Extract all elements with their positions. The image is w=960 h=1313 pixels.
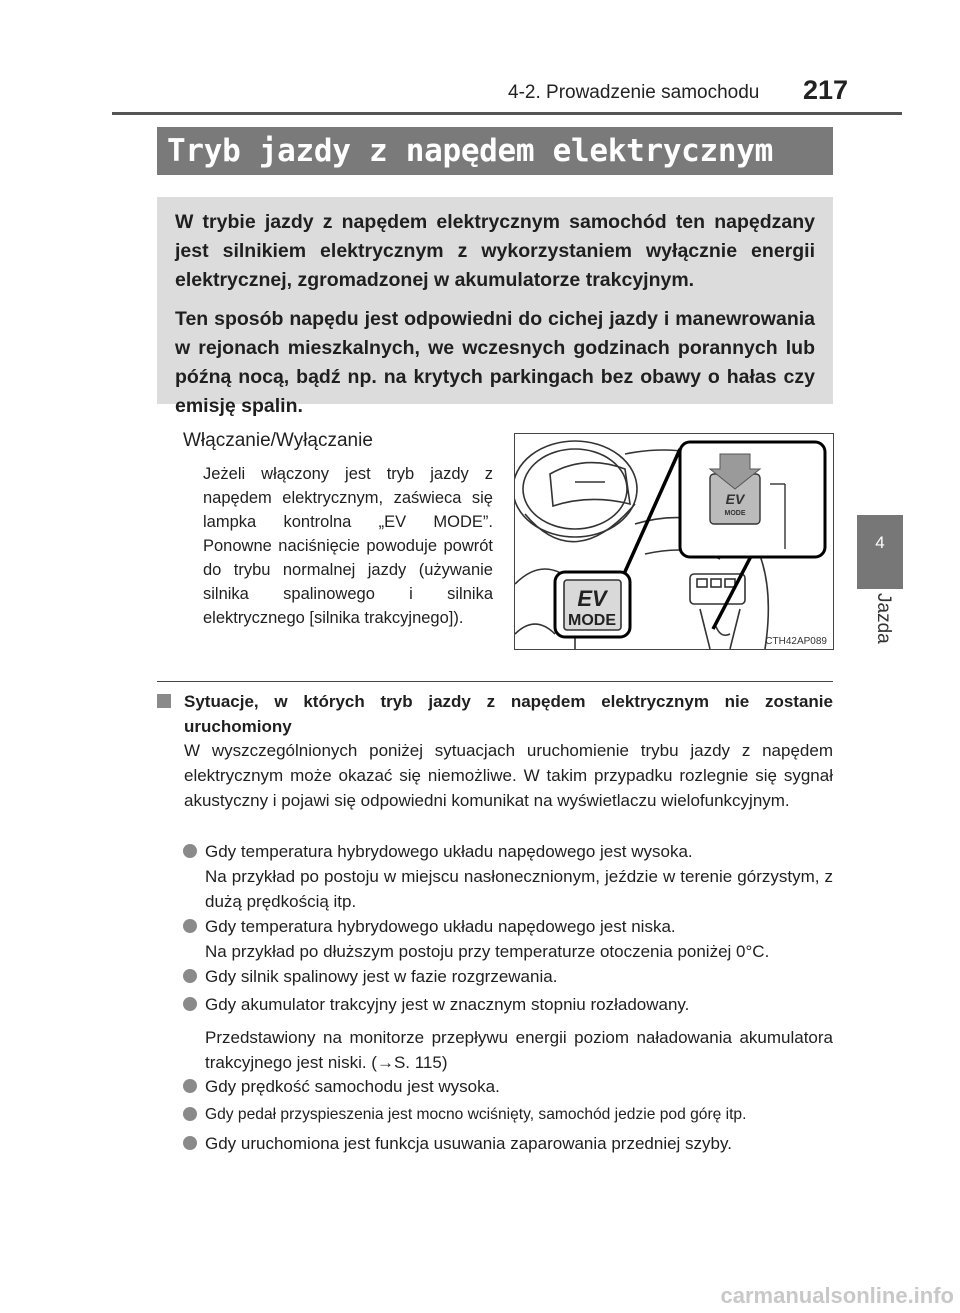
- figure-code: CTH42AP089: [765, 636, 827, 647]
- bullet-icon: [183, 1107, 197, 1121]
- header-rule: [112, 112, 902, 115]
- page-number: 217: [803, 75, 849, 105]
- bullet-icon: [183, 969, 197, 983]
- bullet-icon: [183, 1079, 197, 1093]
- list-item: Gdy temperatura hybrydowego układu napędowego jest wysoka. Na przykład po postoju w miejscu nasłonecznionym, jeździe w terenie górzystym, z dużą prędkością itp.: [183, 839, 833, 914]
- bullet-icon: [183, 919, 197, 933]
- section-heading-text: Sytuacje, w których tryb jazdy z napędem elektrycznym nie zostanie uruchomiony: [184, 692, 833, 736]
- ev-mode-button-mode: MODE: [568, 612, 616, 629]
- list-item: Gdy prędkość samochodu jest wysoka.: [183, 1074, 833, 1099]
- intro-box: [157, 197, 833, 417]
- ev-mode-button-ev: EV: [577, 586, 607, 611]
- list-item: Gdy silnik spalinowy jest w fazie rozgrzewania.: [183, 964, 833, 989]
- bullet-icon: [183, 844, 197, 858]
- list-item: Gdy pedał przyspieszenia jest mocno wciśnięty, samochód jedzie pod górę itp.: [183, 1102, 833, 1127]
- page-title: Tryb jazdy z napędem elektrycznym: [157, 127, 833, 175]
- intro-paragraph-2: Ten sposób napędu jest odpowiedni do cichej jazdy i manewrowania w rejonach mieszkalnych, we wczesnych godzinach porannych lub późną nocą, bądź np. na krytych parkingach bez obawy o hałas czy emisję spalin.: [175, 308, 815, 417]
- section-intro: W wyszczególnionych poniżej sytuacjach uruchomienie trybu jazdy z napędem elektrycznym może okazać się niemożliwe. W takim przypadku rozlegnie się sygnał akustyczny i pojawi się odpowiedni komunikat na wyświetlaczu wielofunkcyjnym.: [184, 741, 833, 810]
- onoff-heading: Włączanie/Wyłączanie: [183, 430, 373, 451]
- onoff-body: Jeżeli włączony jest tryb jazdy z napędem elektrycznym, zaświeca się lampka kontrolna „EV MODE”. Ponowne naciśnięcie powoduje powrót do trybu normalnej jazdy (używanie silnika spalinowego i silnika elektrycznego [silnika trakcyjnego]).: [203, 465, 493, 627]
- dashboard-illustration: [515, 434, 833, 649]
- intro-paragraph-1: W trybie jazdy z napędem elektrycznym samochód ten napędzany jest silnikiem elektrycznym z wykorzystaniem wyłącznie energii elektrycznej, zgromadzonej w akumulatorze trakcyjnym.: [175, 211, 815, 291]
- list-item: Gdy akumulator trakcyjny jest w znacznym stopniu rozładowany. Przedstawiony na monitorze przepływu energii poziom naładowania akumulatora trakcyjnego jest niski. (→S. 115): [183, 992, 833, 1075]
- ev-mode-figure: [514, 433, 834, 650]
- watermark: carmanualsonline.info: [720, 1283, 954, 1308]
- list-item: Gdy uruchomiona jest funkcja usuwania zaparowania przedniej szyby.: [183, 1131, 833, 1156]
- chapter-tab: 4: [857, 515, 903, 589]
- zoom-button-ev: EV: [725, 491, 745, 507]
- section-rule: [157, 681, 833, 682]
- zoom-button-mode: MODE: [724, 510, 746, 517]
- bullet-icon: [183, 1136, 197, 1150]
- list-item: Gdy temperatura hybrydowego układu napędowego jest niska. Na przykład po dłuższym postoju przy temperaturze otoczenia poniżej 0°C.: [183, 914, 833, 964]
- square-bullet-icon: [157, 694, 171, 708]
- running-header-section: 4-2. Prowadzenie samochodu: [508, 82, 760, 103]
- section-heading: [157, 689, 833, 739]
- chapter-tab-label: Jazda: [873, 593, 894, 644]
- bullet-icon: [183, 997, 197, 1011]
